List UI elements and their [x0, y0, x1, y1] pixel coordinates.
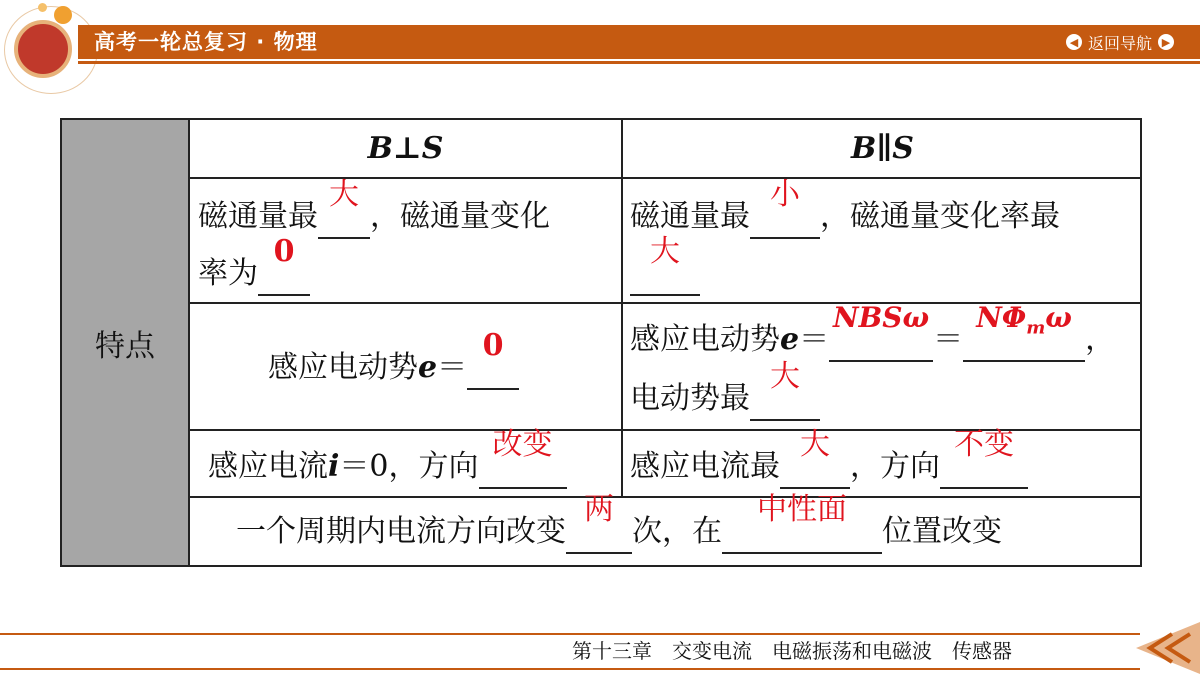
- variable-e: e: [780, 322, 800, 357]
- cell-current-perpendicular: [192, 427, 621, 496]
- blank: [258, 234, 310, 296]
- answer-part: NΦ: [976, 301, 1027, 334]
- column-header-perpendicular: B⊥S: [367, 131, 444, 166]
- row-label-features: 特点: [62, 120, 190, 565]
- text: 率为: [198, 256, 258, 291]
- answer: 大: [770, 359, 800, 394]
- blank: [479, 427, 567, 489]
- answer: 大: [650, 234, 680, 269]
- text: ＝: [799, 322, 830, 357]
- blank: [780, 427, 850, 489]
- text: ，磁通量变化: [370, 199, 550, 234]
- text: 一个周期内电流方向改变: [236, 514, 566, 549]
- cell-current-parallel: [630, 427, 1142, 496]
- course-title: 高考一轮总复习 · 物理: [94, 30, 318, 54]
- text: ＝: [933, 322, 964, 357]
- logo-dot-small: [38, 3, 47, 12]
- blank: [630, 234, 700, 296]
- text: ＝0，方向: [339, 449, 479, 484]
- comparison-table: [60, 118, 1142, 567]
- blank: [750, 177, 820, 239]
- header-underline: [78, 61, 1200, 64]
- text: 磁通量最: [630, 199, 750, 234]
- blank: [940, 427, 1028, 489]
- text: 位置改变: [882, 514, 1002, 549]
- logo-dot: [54, 6, 72, 24]
- variable-i: i: [328, 449, 340, 484]
- cell-flux-perpendicular: [198, 179, 618, 302]
- blank: [566, 492, 632, 554]
- cell-period-summary: [192, 492, 1142, 565]
- answer: 中性面: [757, 492, 847, 527]
- answer: 小: [770, 177, 800, 212]
- answer: 改变: [492, 427, 553, 462]
- chevron-left-icon[interactable]: ◀: [1066, 34, 1082, 50]
- answer: 大: [800, 427, 830, 462]
- text: ，磁通量变化率最: [820, 199, 1060, 234]
- double-chevron-left-icon[interactable]: [1132, 622, 1200, 674]
- answer: 0: [273, 234, 295, 269]
- footer-line: [0, 633, 1140, 635]
- text: ，方向: [850, 449, 940, 484]
- cell-flux-parallel: [630, 179, 1140, 302]
- answer: 0: [482, 328, 504, 363]
- cell-emf-perpendicular: [192, 304, 621, 429]
- back-navigation-label[interactable]: 返回导航: [1087, 33, 1152, 53]
- logo-circle: [14, 20, 72, 78]
- text: ，: [1085, 322, 1116, 357]
- answer: 大: [329, 177, 359, 212]
- blank: [318, 177, 370, 239]
- text: 感应电动势: [268, 350, 418, 385]
- column-header-parallel: B∥S: [851, 131, 914, 166]
- answer: 不变: [954, 427, 1014, 462]
- variable-e: e: [418, 350, 438, 385]
- footer-line: [0, 668, 1140, 670]
- back-navigation[interactable]: [1066, 28, 1174, 56]
- text: 感应电流: [208, 449, 328, 484]
- text: ＝: [437, 350, 468, 385]
- chapter-title: 第十三章 交变电流 电磁振荡和电磁波 传感器: [572, 639, 1012, 663]
- chevron-right-icon[interactable]: ▶: [1158, 34, 1174, 50]
- cell-emf-parallel: [630, 301, 1142, 429]
- text: 磁通量最: [198, 199, 318, 234]
- blank: [722, 492, 882, 554]
- text: 感应电动势: [630, 322, 780, 357]
- blank: [750, 359, 820, 421]
- blank: [467, 328, 519, 390]
- text: 次，在: [632, 514, 722, 549]
- answer-subscript: m: [1026, 317, 1046, 339]
- answer: 两: [584, 492, 614, 527]
- answer: NBSω: [833, 301, 930, 334]
- text: 电动势最: [630, 381, 750, 416]
- text: 感应电流最: [630, 449, 780, 484]
- blank: [829, 301, 933, 362]
- answer-part: ω: [1045, 301, 1072, 334]
- answer: [963, 298, 1085, 349]
